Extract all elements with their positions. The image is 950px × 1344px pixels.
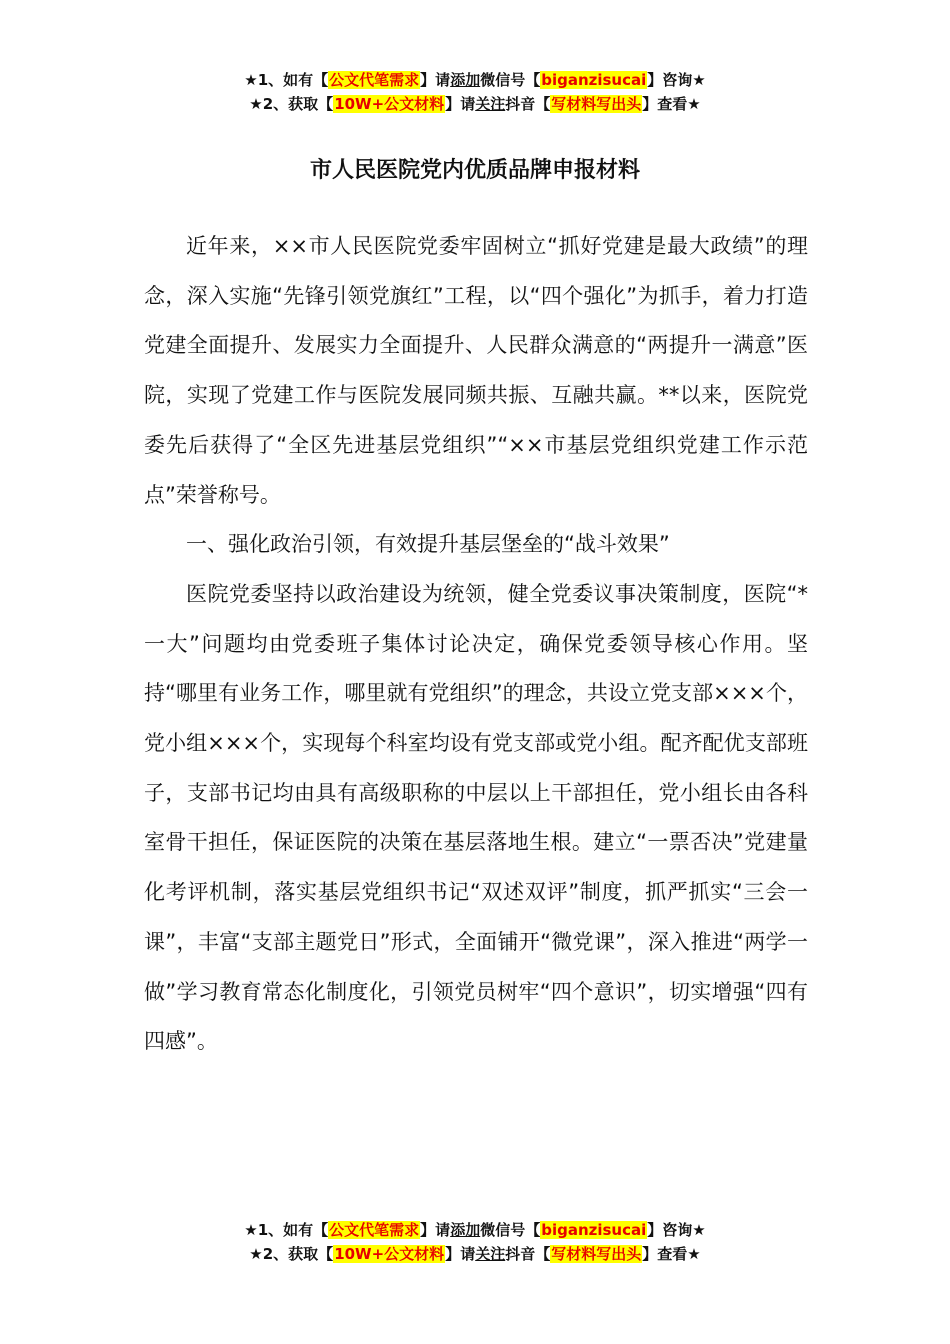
promo-line-2-highlight-douyin: 写材料写出头	[551, 95, 642, 113]
promo-line-2-text: 】请	[445, 95, 476, 113]
promo-line-2-suffix: 】查看★	[642, 95, 701, 113]
footer-line-2-underlined: 关注	[475, 1245, 506, 1263]
footer-line-2-text: 】请	[445, 1245, 476, 1263]
promo-line-1-text: 】请	[420, 71, 451, 89]
promo-line-2-text-2: 抖音【	[505, 95, 551, 113]
footer-line-1-suffix: 】咨询★	[647, 1221, 706, 1239]
paragraph-section-1: 医院党委坚持以政治建设为统领，健全党委议事决策制度，医院“*一大”问题均由党委班子集体讨论决定，确保党委领导核心作用。坚持“哪里有业务工作，哪里就有党组织”的理念，共设立党支部×××个，党小组×××个，实现每个科室均设有党支部或党小组。配齐配优支部班子，支部书记均由具有高级职称的中层以上干部担任，党小组长由各科室骨干担任，保证医院的决策在基层落地生根。建立“一票否决”党建量化考评机制，落实基层党组织书记“双述双评”制度，抓严抓实“三会一课”，丰富“支部主题党日”形式，全面铺开“微党课”，深入推进“两学一做”学习教育常态化制度化，引领党员树牢“四个意识”，切实增强“四有四感”。	[144, 581, 808, 1054]
footer-promo-banner	[0, 1218, 950, 1266]
promo-line-2-highlight-materials: 10W+公文材料	[334, 95, 445, 113]
footer-line-1-underlined: 添加	[450, 1221, 481, 1239]
footer-line-2-suffix: 】查看★	[642, 1245, 701, 1263]
promo-line-2-underlined: 关注	[475, 95, 506, 113]
footer-line-1-text-2: 微信号【	[480, 1221, 541, 1239]
section-heading-1: 一、强化政治引领，有效提升基层堡垒的“战斗效果”	[186, 532, 670, 557]
promo-line-2-prefix: ★2、获取【	[249, 95, 334, 113]
promo-line-1-prefix: ★1、如有【	[244, 71, 329, 89]
footer-line-2-text-2: 抖音【	[505, 1245, 551, 1263]
promo-line-1-text-2: 微信号【	[480, 71, 541, 89]
promo-line-1-underlined: 添加	[450, 71, 481, 89]
promo-line-1	[0, 68, 950, 92]
promo-line-1-suffix: 】咨询★	[647, 71, 706, 89]
footer-line-2-prefix: ★2、获取【	[249, 1245, 334, 1263]
footer-line-1-highlight-wechat: biganzisucai	[541, 1221, 647, 1239]
paragraph-intro: 近年来，××市人民医院党委牢固树立“抓好党建是最大政绩”的理念，深入实施“先锋引领党旗红”工程，以“四个强化”为抓手，着力打造党建全面提升、发展实力全面提升、人民群众满意的“两提升一满意”医院，实现了党建工作与医院发展同频共振、互融共赢。**以来，医院党委先后获得了“全区先进基层党组织”“××市基层党组织党建工作示范点”荣誉称号。	[144, 234, 808, 507]
promo-line-1-highlight-service: 公文代笔需求	[329, 71, 420, 89]
footer-promo-line-2	[0, 1242, 950, 1266]
footer-line-1-text: 】请	[420, 1221, 451, 1239]
promo-line-2	[0, 92, 950, 116]
footer-line-2-highlight-materials: 10W+公文材料	[334, 1245, 445, 1263]
document-title: 市人民医院党内优质品牌申报材料	[309, 158, 640, 183]
footer-line-2-highlight-douyin: 写材料写出头	[551, 1245, 642, 1263]
promo-line-1-highlight-wechat: biganzisucai	[541, 71, 647, 89]
document-body	[144, 222, 808, 1067]
footer-line-1-prefix: ★1、如有【	[244, 1221, 329, 1239]
header-promo-banner	[0, 68, 950, 116]
footer-line-1-highlight-service: 公文代笔需求	[329, 1221, 420, 1239]
footer-promo-line-1	[0, 1218, 950, 1242]
